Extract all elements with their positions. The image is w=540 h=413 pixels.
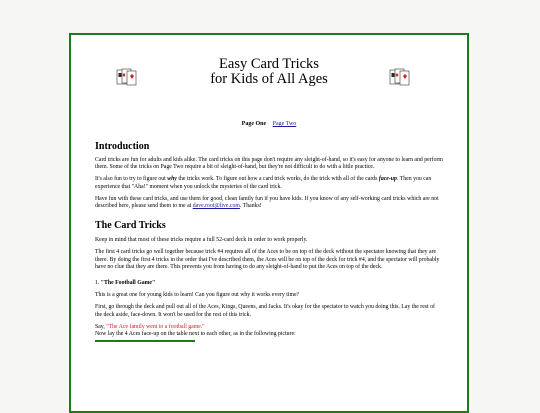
picture-frame-top xyxy=(95,340,195,342)
trick-name: "The Football Game" xyxy=(100,280,156,287)
page-header xyxy=(71,35,467,109)
emphasis-face-up: face-up xyxy=(378,176,397,183)
email-link[interactable]: dave.root@live.com xyxy=(192,203,240,210)
intro-paragraph-3 xyxy=(95,196,443,210)
intro-text: . Then you can experience that "Aha!" moment when you unlock the mysteries of the card trick. xyxy=(95,176,432,190)
title-line-2: for Kids of All Ages xyxy=(210,71,328,87)
main-content xyxy=(71,141,467,342)
page-nav xyxy=(71,121,467,127)
say-quote: "The Ace family went to a football game." xyxy=(106,323,205,330)
tricks-paragraph-2: The first 4 card tricks go well together because trick #4 requires all of the Aces to be on top of the deck without the spectator knowing that they are there. By doing the first 4 tricks in the order that I've described them, the Aces will be on top of the deck for trick #4, and the spectator will probably have no clue that they are there. This prevents you from having to do any sleight-of-hand to put the Aces on top of the deck. xyxy=(95,249,440,270)
say-label: Say, xyxy=(95,323,107,330)
nav-link-page-two[interactable]: Page Two xyxy=(272,121,297,127)
intro-text: It's also fun to try to figure out xyxy=(95,176,168,183)
intro-text: . Thanks! xyxy=(239,203,262,210)
trick-number: 1. xyxy=(95,280,101,287)
page-container xyxy=(69,33,469,413)
trick-1-say xyxy=(95,324,443,338)
trick-1-paragraph-2: First, go through the deck and pull out all of the Aces, Kings, Queens, and Jacks. It's okay for the spectator to watch you doing this. Lay the rest of the deck aside, face-down. It won't be used for the rest of this trick. xyxy=(95,304,435,318)
emphasis-why: why xyxy=(167,176,177,183)
title-line-1: Easy Card Tricks xyxy=(219,56,319,72)
nav-current-page: Page One xyxy=(241,121,267,127)
section-heading-card-tricks: The Card Tricks xyxy=(95,220,166,232)
intro-text: the tricks work. To figure out how a card trick works, do the trick with all of the cards xyxy=(176,176,379,183)
intro-text: Have fun with these card tricks, and use them for good, clean family fun if you have kids. If you know of any self-working card tricks which are not described here, please send them to me at xyxy=(95,195,439,210)
tricks-paragraph-1: Keep in mind that most of these tricks require a full 52-card deck in order to work properly. xyxy=(95,237,308,244)
trick-1-paragraph-3: Now lay the 4 Aces face-up on the table next to each other, as in the following picture: xyxy=(95,331,296,338)
playing-cards-icon xyxy=(389,68,414,86)
trick-1-title xyxy=(95,280,443,287)
trick-1-paragraph-1: This is a great one for young kids to learn! Can you figure out why it works every time? xyxy=(95,292,300,299)
intro-paragraph-2 xyxy=(95,176,443,190)
section-heading-introduction: Introduction xyxy=(95,141,150,152)
intro-paragraph-1: Card tricks are fun for adults and kids alike. The card tricks on this page don't require any sleight-of-hand, so it's easy for anyone to learn and perform them. Some of the tricks on Page Two require a bit of sleight-of-hand, but they're not difficult to do with a little practice. xyxy=(95,157,443,171)
